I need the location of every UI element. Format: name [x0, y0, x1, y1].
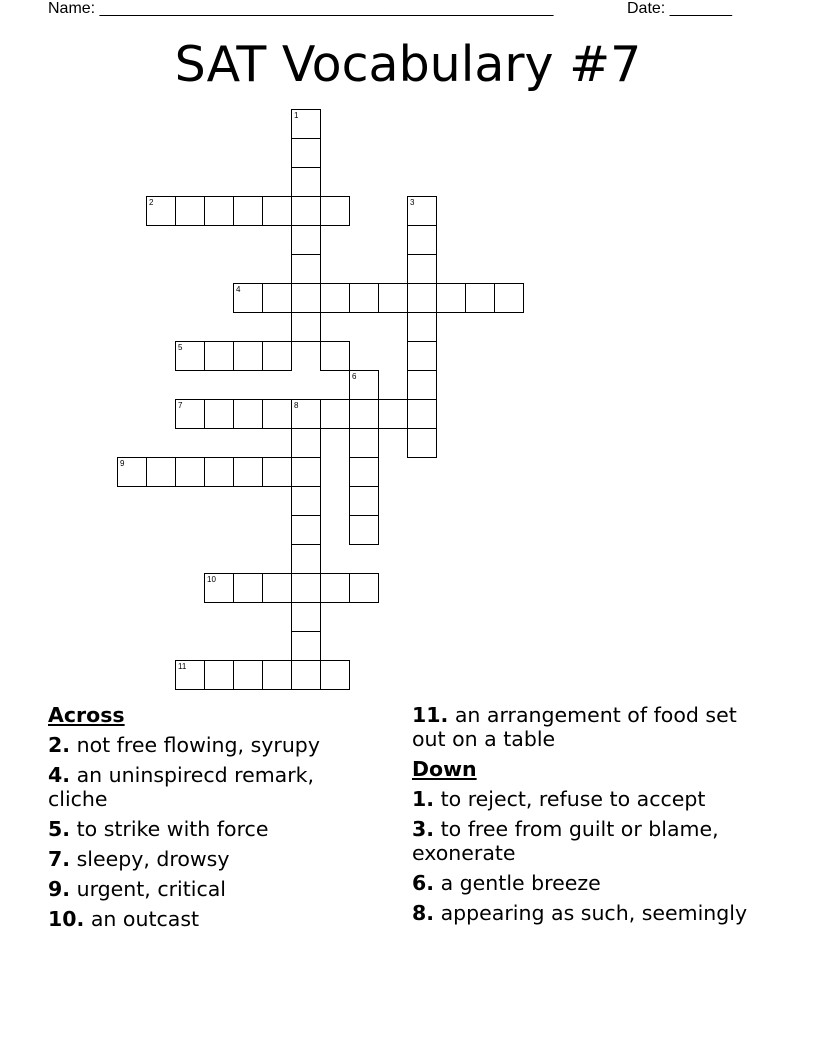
- grid-cell[interactable]: [465, 283, 495, 313]
- grid-cell[interactable]: [233, 196, 263, 226]
- grid-cell[interactable]: [291, 254, 321, 284]
- cell-number: 9: [120, 459, 125, 468]
- puzzle-title: SAT Vocabulary #7: [174, 36, 642, 93]
- clue-down-3: [412, 817, 752, 865]
- cell-number: 6: [352, 372, 357, 381]
- grid-cell[interactable]: [175, 457, 205, 487]
- clue-number: 4.: [48, 763, 71, 787]
- cell-number: 11: [178, 662, 187, 671]
- grid-cell[interactable]: [349, 428, 379, 458]
- clue-text: an outcast: [90, 907, 200, 931]
- grid-cell[interactable]: [407, 399, 437, 429]
- cell-number: 7: [178, 401, 183, 410]
- name-line: Name: ___________________________________________________: [48, 0, 554, 17]
- grid-cell[interactable]: [320, 283, 350, 313]
- grid-cell[interactable]: [291, 312, 321, 342]
- grid-cell[interactable]: [407, 254, 437, 284]
- grid-cell[interactable]: [291, 486, 321, 516]
- grid-cell[interactable]: [349, 370, 379, 400]
- grid-cell[interactable]: [349, 283, 379, 313]
- grid-cell[interactable]: [291, 399, 321, 429]
- grid-cell[interactable]: [204, 341, 234, 371]
- grid-cell[interactable]: [291, 602, 321, 632]
- clue-number: 1.: [412, 787, 435, 811]
- grid-cell[interactable]: [291, 167, 321, 197]
- clue-number: 10.: [48, 907, 85, 931]
- grid-cell[interactable]: [291, 138, 321, 168]
- grid-cell[interactable]: [262, 341, 292, 371]
- clue-across-7: [48, 847, 368, 871]
- cell-number: 1: [294, 111, 299, 120]
- clue-across-4: [48, 763, 368, 811]
- grid-cell[interactable]: [233, 341, 263, 371]
- clue-text: to reject, refuse to accept: [440, 787, 706, 811]
- clue-text: to strike with force: [76, 817, 269, 841]
- grid-cell[interactable]: [407, 312, 437, 342]
- grid-cell[interactable]: [262, 196, 292, 226]
- clue-column-left: [48, 703, 368, 937]
- grid-cell[interactable]: [291, 573, 321, 603]
- across-heading: Across: [48, 703, 125, 727]
- grid-cell[interactable]: [262, 283, 292, 313]
- grid-cell[interactable]: [349, 515, 379, 545]
- grid-cell[interactable]: [407, 370, 437, 400]
- clue-text: to free from guilt or blame, exonerate: [412, 817, 719, 865]
- grid-cell[interactable]: [320, 196, 350, 226]
- grid-cell[interactable]: [291, 109, 321, 139]
- grid-cell[interactable]: [175, 196, 205, 226]
- clue-across-11: [412, 703, 752, 751]
- clue-text: an arrangement of food set out on a table: [412, 703, 737, 751]
- grid-cell[interactable]: [291, 515, 321, 545]
- clue-text: not free flowing, syrupy: [76, 733, 320, 757]
- grid-cell[interactable]: [407, 196, 437, 226]
- grid-cell[interactable]: [320, 341, 350, 371]
- grid-cell[interactable]: [320, 573, 350, 603]
- clue-text: an uninspirecd remark, cliche: [48, 763, 315, 811]
- clue-number: 3.: [412, 817, 435, 841]
- grid-cell[interactable]: [204, 196, 234, 226]
- down-heading: Down: [412, 757, 477, 781]
- grid-cell[interactable]: [204, 457, 234, 487]
- grid-cell[interactable]: [407, 225, 437, 255]
- grid-cell[interactable]: [291, 428, 321, 458]
- clue-across-9: [48, 877, 368, 901]
- grid-cell[interactable]: [262, 660, 292, 690]
- grid-cell[interactable]: [262, 399, 292, 429]
- clue-down-1: [412, 787, 752, 811]
- grid-cell[interactable]: [407, 341, 437, 371]
- grid-cell[interactable]: [233, 399, 263, 429]
- grid-cell[interactable]: [349, 486, 379, 516]
- grid-cell[interactable]: [175, 660, 205, 690]
- grid-cell[interactable]: [436, 283, 466, 313]
- grid-cell[interactable]: [320, 399, 350, 429]
- clue-text: appearing as such, seemingly: [440, 901, 748, 925]
- clue-number: 2.: [48, 733, 71, 757]
- grid-cell[interactable]: [175, 341, 205, 371]
- grid-cell[interactable]: [407, 428, 437, 458]
- clue-down-8: [412, 901, 752, 925]
- grid-cell[interactable]: [291, 660, 321, 690]
- grid-cell[interactable]: [233, 457, 263, 487]
- cell-number: 3: [410, 198, 415, 207]
- clue-number: 9.: [48, 877, 71, 901]
- grid-cell[interactable]: [291, 283, 321, 313]
- grid-cell[interactable]: [349, 457, 379, 487]
- cell-number: 8: [294, 401, 299, 410]
- clue-column-right: [412, 703, 752, 931]
- grid-cell[interactable]: [378, 399, 408, 429]
- clue-number: 6.: [412, 871, 435, 895]
- clue-across-2: [48, 733, 368, 757]
- grid-cell[interactable]: [349, 573, 379, 603]
- grid-cell[interactable]: [175, 399, 205, 429]
- grid-cell[interactable]: [349, 399, 379, 429]
- grid-cell[interactable]: [291, 457, 321, 487]
- clue-text: urgent, critical: [76, 877, 226, 901]
- grid-cell[interactable]: [146, 457, 176, 487]
- grid-cell[interactable]: [204, 399, 234, 429]
- clue-across-5: [48, 817, 368, 841]
- clue-number: 5.: [48, 817, 71, 841]
- clue-number: 11.: [412, 703, 449, 727]
- grid-cell[interactable]: [378, 283, 408, 313]
- cell-number: 4: [236, 285, 241, 294]
- clue-number: 8.: [412, 901, 435, 925]
- grid-cell[interactable]: [320, 660, 350, 690]
- grid-cell[interactable]: [117, 457, 147, 487]
- clue-text: a gentle breeze: [440, 871, 601, 895]
- cell-number: 2: [149, 198, 154, 207]
- grid-cell[interactable]: [291, 631, 321, 661]
- grid-cell[interactable]: [407, 283, 437, 313]
- grid-cell[interactable]: [291, 225, 321, 255]
- grid-cell[interactable]: [204, 573, 234, 603]
- clue-across-10: [48, 907, 368, 931]
- grid-cell[interactable]: [262, 573, 292, 603]
- grid-cell[interactable]: [233, 573, 263, 603]
- cell-number: 10: [207, 575, 216, 584]
- grid-cell[interactable]: [233, 283, 263, 313]
- grid-cell[interactable]: [262, 457, 292, 487]
- grid-cell[interactable]: [204, 660, 234, 690]
- clue-down-6: [412, 871, 752, 895]
- cell-number: 5: [178, 343, 183, 352]
- grid-cell[interactable]: [146, 196, 176, 226]
- clue-text: sleepy, drowsy: [76, 847, 230, 871]
- clue-number: 7.: [48, 847, 71, 871]
- date-line: Date: _______: [627, 0, 732, 17]
- grid-cell[interactable]: [291, 544, 321, 574]
- grid-cell[interactable]: [233, 660, 263, 690]
- grid-cell[interactable]: [494, 283, 524, 313]
- grid-cell[interactable]: [291, 196, 321, 226]
